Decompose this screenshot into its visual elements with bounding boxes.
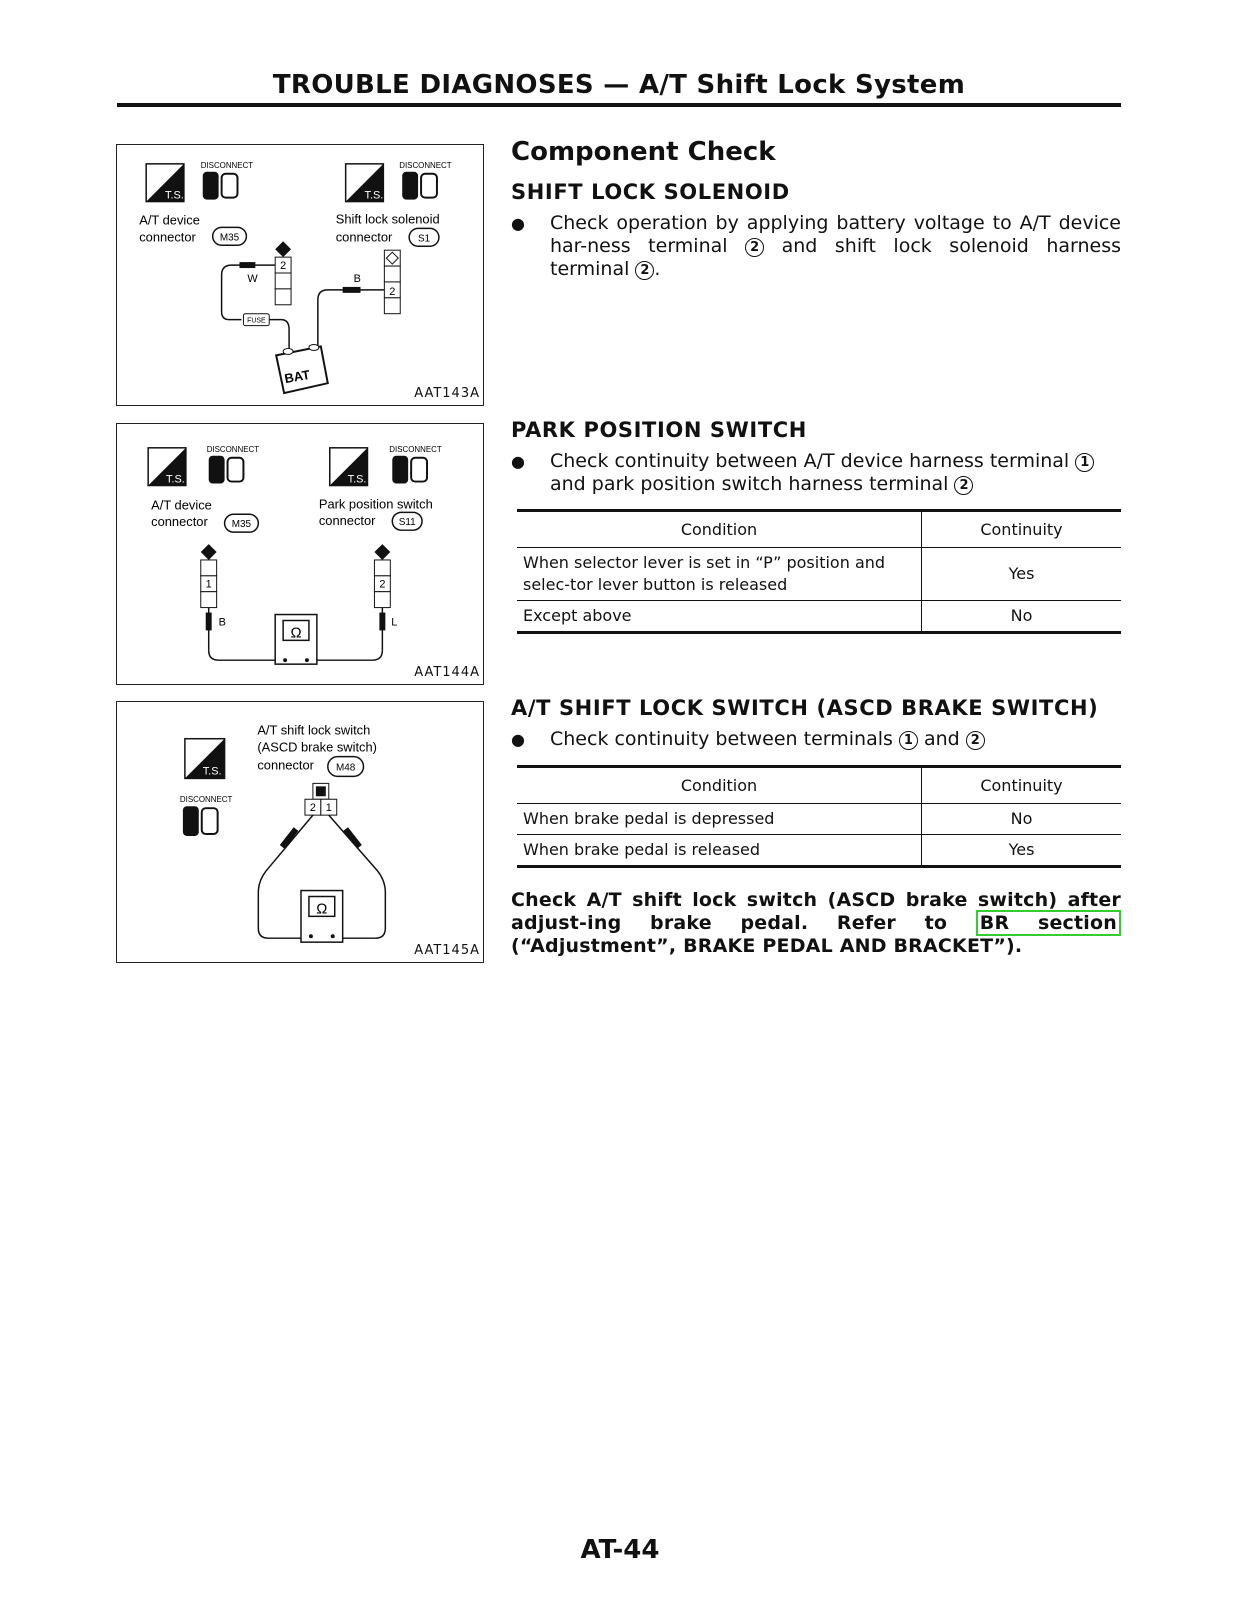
table-row: [517, 835, 1121, 867]
svg-text:2: 2: [379, 578, 386, 591]
terminal-badge: 2: [745, 238, 764, 257]
svg-text:1: 1: [325, 802, 332, 815]
disconnect-label: DISCONNECT: [399, 160, 452, 170]
svg-text:connector: connector: [257, 757, 314, 773]
ts-icon: [185, 739, 225, 779]
disconnect-icon: [209, 456, 244, 484]
heading-shift-lock-switch: A/T SHIFT LOCK SWITCH (ASCD BRAKE SWITCH): [511, 696, 1099, 720]
svg-text:A/T shift lock switch: A/T shift lock switch: [257, 722, 371, 738]
figure-shift-lock-solenoid: [116, 144, 484, 406]
svg-text:S1: S1: [417, 233, 431, 245]
svg-text:A/T device: A/T device: [151, 497, 212, 513]
svg-text:DISCONNECT: DISCONNECT: [389, 444, 442, 454]
svg-text:T.S.: T.S.: [166, 473, 185, 486]
table-row: [517, 548, 1121, 601]
table-cell: When brake pedal is released: [517, 835, 922, 867]
battery-icon: [276, 344, 328, 393]
disconnect-icon: [183, 806, 218, 836]
left-connector: [201, 544, 217, 608]
svg-text:B: B: [218, 616, 226, 629]
svg-text:2: 2: [309, 802, 316, 815]
adjustment-note: Check A/T shift lock switch (ASCD brake switch) after adjust-ing brake pedal. Refer to BR section (“Adjustment”, BRAKE PEDAL AND BRACKET”).: [511, 889, 1121, 957]
right-connector: [384, 250, 400, 314]
svg-text:W: W: [247, 272, 258, 285]
svg-text:connector: connector: [139, 229, 196, 245]
connector: [305, 783, 337, 815]
svg-text:Ω: Ω: [290, 625, 302, 642]
table-header-row: [517, 767, 1121, 804]
shift-lock-switch-table: [517, 765, 1121, 868]
terminal-badge: 1: [1075, 453, 1094, 472]
svg-text:B: B: [353, 272, 361, 285]
bullet-shift-lock-solenoid: ● Check operation by applying battery voltage to A/T device har-ness terminal 2 and shift lock solenoid harness terminal 2 .: [511, 212, 1122, 280]
ts-icon: [346, 164, 384, 202]
svg-text:A/T device: A/T device: [139, 212, 200, 228]
bullet-icon: ●: [511, 730, 525, 749]
column-header: Continuity: [922, 511, 1122, 548]
bullet-icon: ●: [511, 214, 525, 233]
page-title: TROUBLE DIAGNOSES — A/T Shift Lock System: [272, 70, 966, 100]
column-header: Continuity: [922, 767, 1122, 804]
ts-icon: [146, 164, 184, 202]
ts-icon: [330, 448, 368, 486]
br-section-link[interactable]: BR section: [976, 910, 1121, 936]
table-cell: When brake pedal is depressed: [517, 804, 922, 835]
bullet-park-position-switch: ● Check continuity between A/T device harness terminal 1 and park position switch harness terminal 2: [511, 450, 1121, 498]
table-row: [517, 601, 1121, 633]
svg-text:S11: S11: [398, 517, 416, 529]
svg-text:M48: M48: [336, 762, 356, 774]
svg-text:Ω: Ω: [316, 901, 328, 918]
column-header: Condition: [517, 767, 922, 804]
terminal-badge: 1: [899, 731, 918, 750]
table-row: [517, 804, 1121, 835]
svg-text:L: L: [391, 616, 398, 629]
figure-code: AAT144A: [414, 665, 480, 680]
section-title: Component Check: [511, 137, 776, 167]
wiring-diagram: [117, 145, 483, 405]
svg-text:connector: connector: [318, 513, 376, 529]
svg-text:DISCONNECT: DISCONNECT: [206, 444, 260, 454]
figure-code: AAT145A: [414, 943, 480, 958]
terminal-badge: 2: [635, 261, 654, 280]
figure-code: AAT143A: [414, 386, 480, 401]
svg-text:DISCONNECT: DISCONNECT: [179, 795, 233, 805]
disconnect-icon: [402, 172, 437, 200]
table-cell: When selector lever is set in “P” position and selec-tor lever button is released: [517, 548, 922, 601]
svg-text:T.S.: T.S.: [202, 765, 222, 778]
disconnect-label: DISCONNECT: [200, 160, 254, 170]
svg-text:BAT: BAT: [283, 366, 312, 387]
svg-text:connector: connector: [151, 514, 208, 530]
wiring-diagram: [117, 702, 483, 962]
svg-text:2: 2: [280, 260, 287, 273]
figure-shift-lock-switch: [116, 701, 484, 963]
table-cell: No: [922, 804, 1122, 835]
svg-text:Shift lock solenoid: Shift lock solenoid: [335, 211, 440, 227]
column-header: Condition: [517, 511, 922, 548]
wiring-diagram: [117, 424, 483, 684]
page-number: AT-44: [580, 1535, 660, 1565]
svg-text:1: 1: [205, 578, 212, 591]
svg-text:M35: M35: [219, 232, 240, 244]
title-rule: [117, 103, 1121, 107]
table-cell: Yes: [922, 835, 1122, 867]
svg-text:connector: connector: [335, 229, 393, 245]
terminal-badge: 2: [954, 476, 973, 495]
ohmmeter-icon: [275, 615, 317, 665]
bullet-icon: ●: [511, 452, 525, 471]
svg-text:FUSE: FUSE: [247, 317, 266, 325]
svg-text:T.S.: T.S.: [364, 189, 384, 202]
disconnect-icon: [392, 456, 427, 484]
heading-park-position-switch: PARK POSITION SWITCH: [511, 418, 807, 442]
svg-text:Park position switch: Park position switch: [318, 496, 433, 512]
table-cell: Except above: [517, 601, 922, 633]
heading-shift-lock-solenoid: SHIFT LOCK SOLENOID: [511, 180, 790, 204]
svg-text:2: 2: [389, 285, 396, 298]
figure-park-position-switch: [116, 423, 484, 685]
svg-text:M35: M35: [231, 519, 252, 531]
svg-text:T.S.: T.S.: [347, 473, 367, 486]
table-cell: No: [922, 601, 1122, 633]
disconnect-icon: [203, 172, 238, 200]
table-cell: Yes: [922, 548, 1122, 601]
bullet-shift-lock-switch: ● Check continuity between terminals 1 and 2: [511, 728, 1121, 753]
ts-icon: [148, 448, 186, 486]
svg-text:T.S.: T.S.: [165, 189, 184, 202]
terminal-badge: 2: [966, 731, 985, 750]
table-header-row: [517, 511, 1121, 548]
left-connector: [275, 241, 291, 305]
right-connector: [374, 544, 390, 608]
ohmmeter-icon: [301, 891, 343, 943]
svg-text:(ASCD brake switch): (ASCD brake switch): [257, 739, 377, 755]
park-switch-table: [517, 509, 1121, 634]
